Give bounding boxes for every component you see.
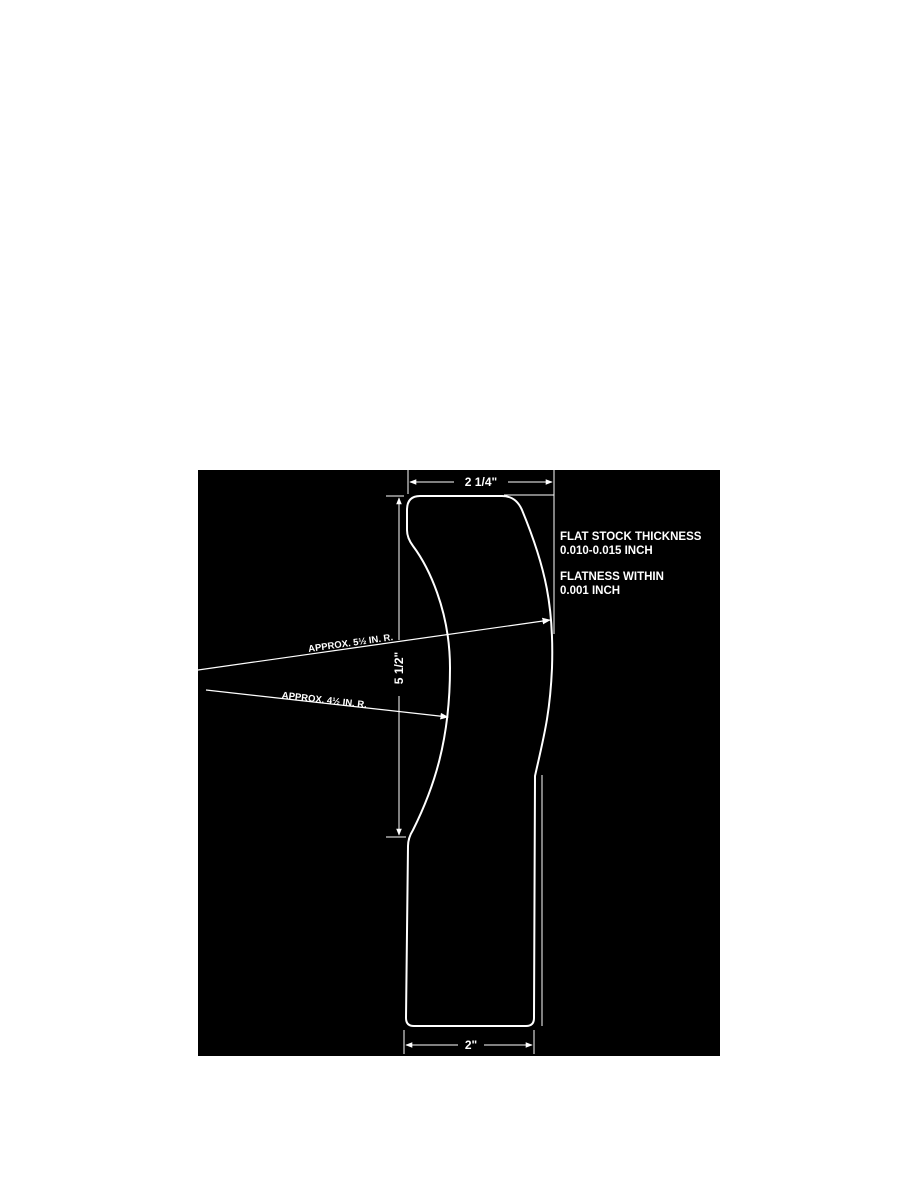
- flatness-title: FLATNESS WITHIN: [560, 571, 664, 583]
- inner-radius-label: APPROX. 4½ IN. R.: [281, 690, 368, 711]
- bottom-width-label: 2": [464, 1038, 478, 1052]
- height-label: 5 1/2": [392, 651, 406, 685]
- thickness-value: 0.010-0.015 INCH: [560, 545, 653, 557]
- template-drawing: [198, 470, 720, 1056]
- top-width-label: 2 1/4": [464, 475, 498, 489]
- thickness-title: FLAT STOCK THICKNESS: [560, 531, 702, 543]
- template-outline: [406, 496, 552, 1026]
- template-diagram: [198, 470, 720, 1056]
- flatness-value: 0.001 INCH: [560, 585, 621, 597]
- outer-radius-label: APPROX. 5½ IN. R.: [307, 632, 394, 655]
